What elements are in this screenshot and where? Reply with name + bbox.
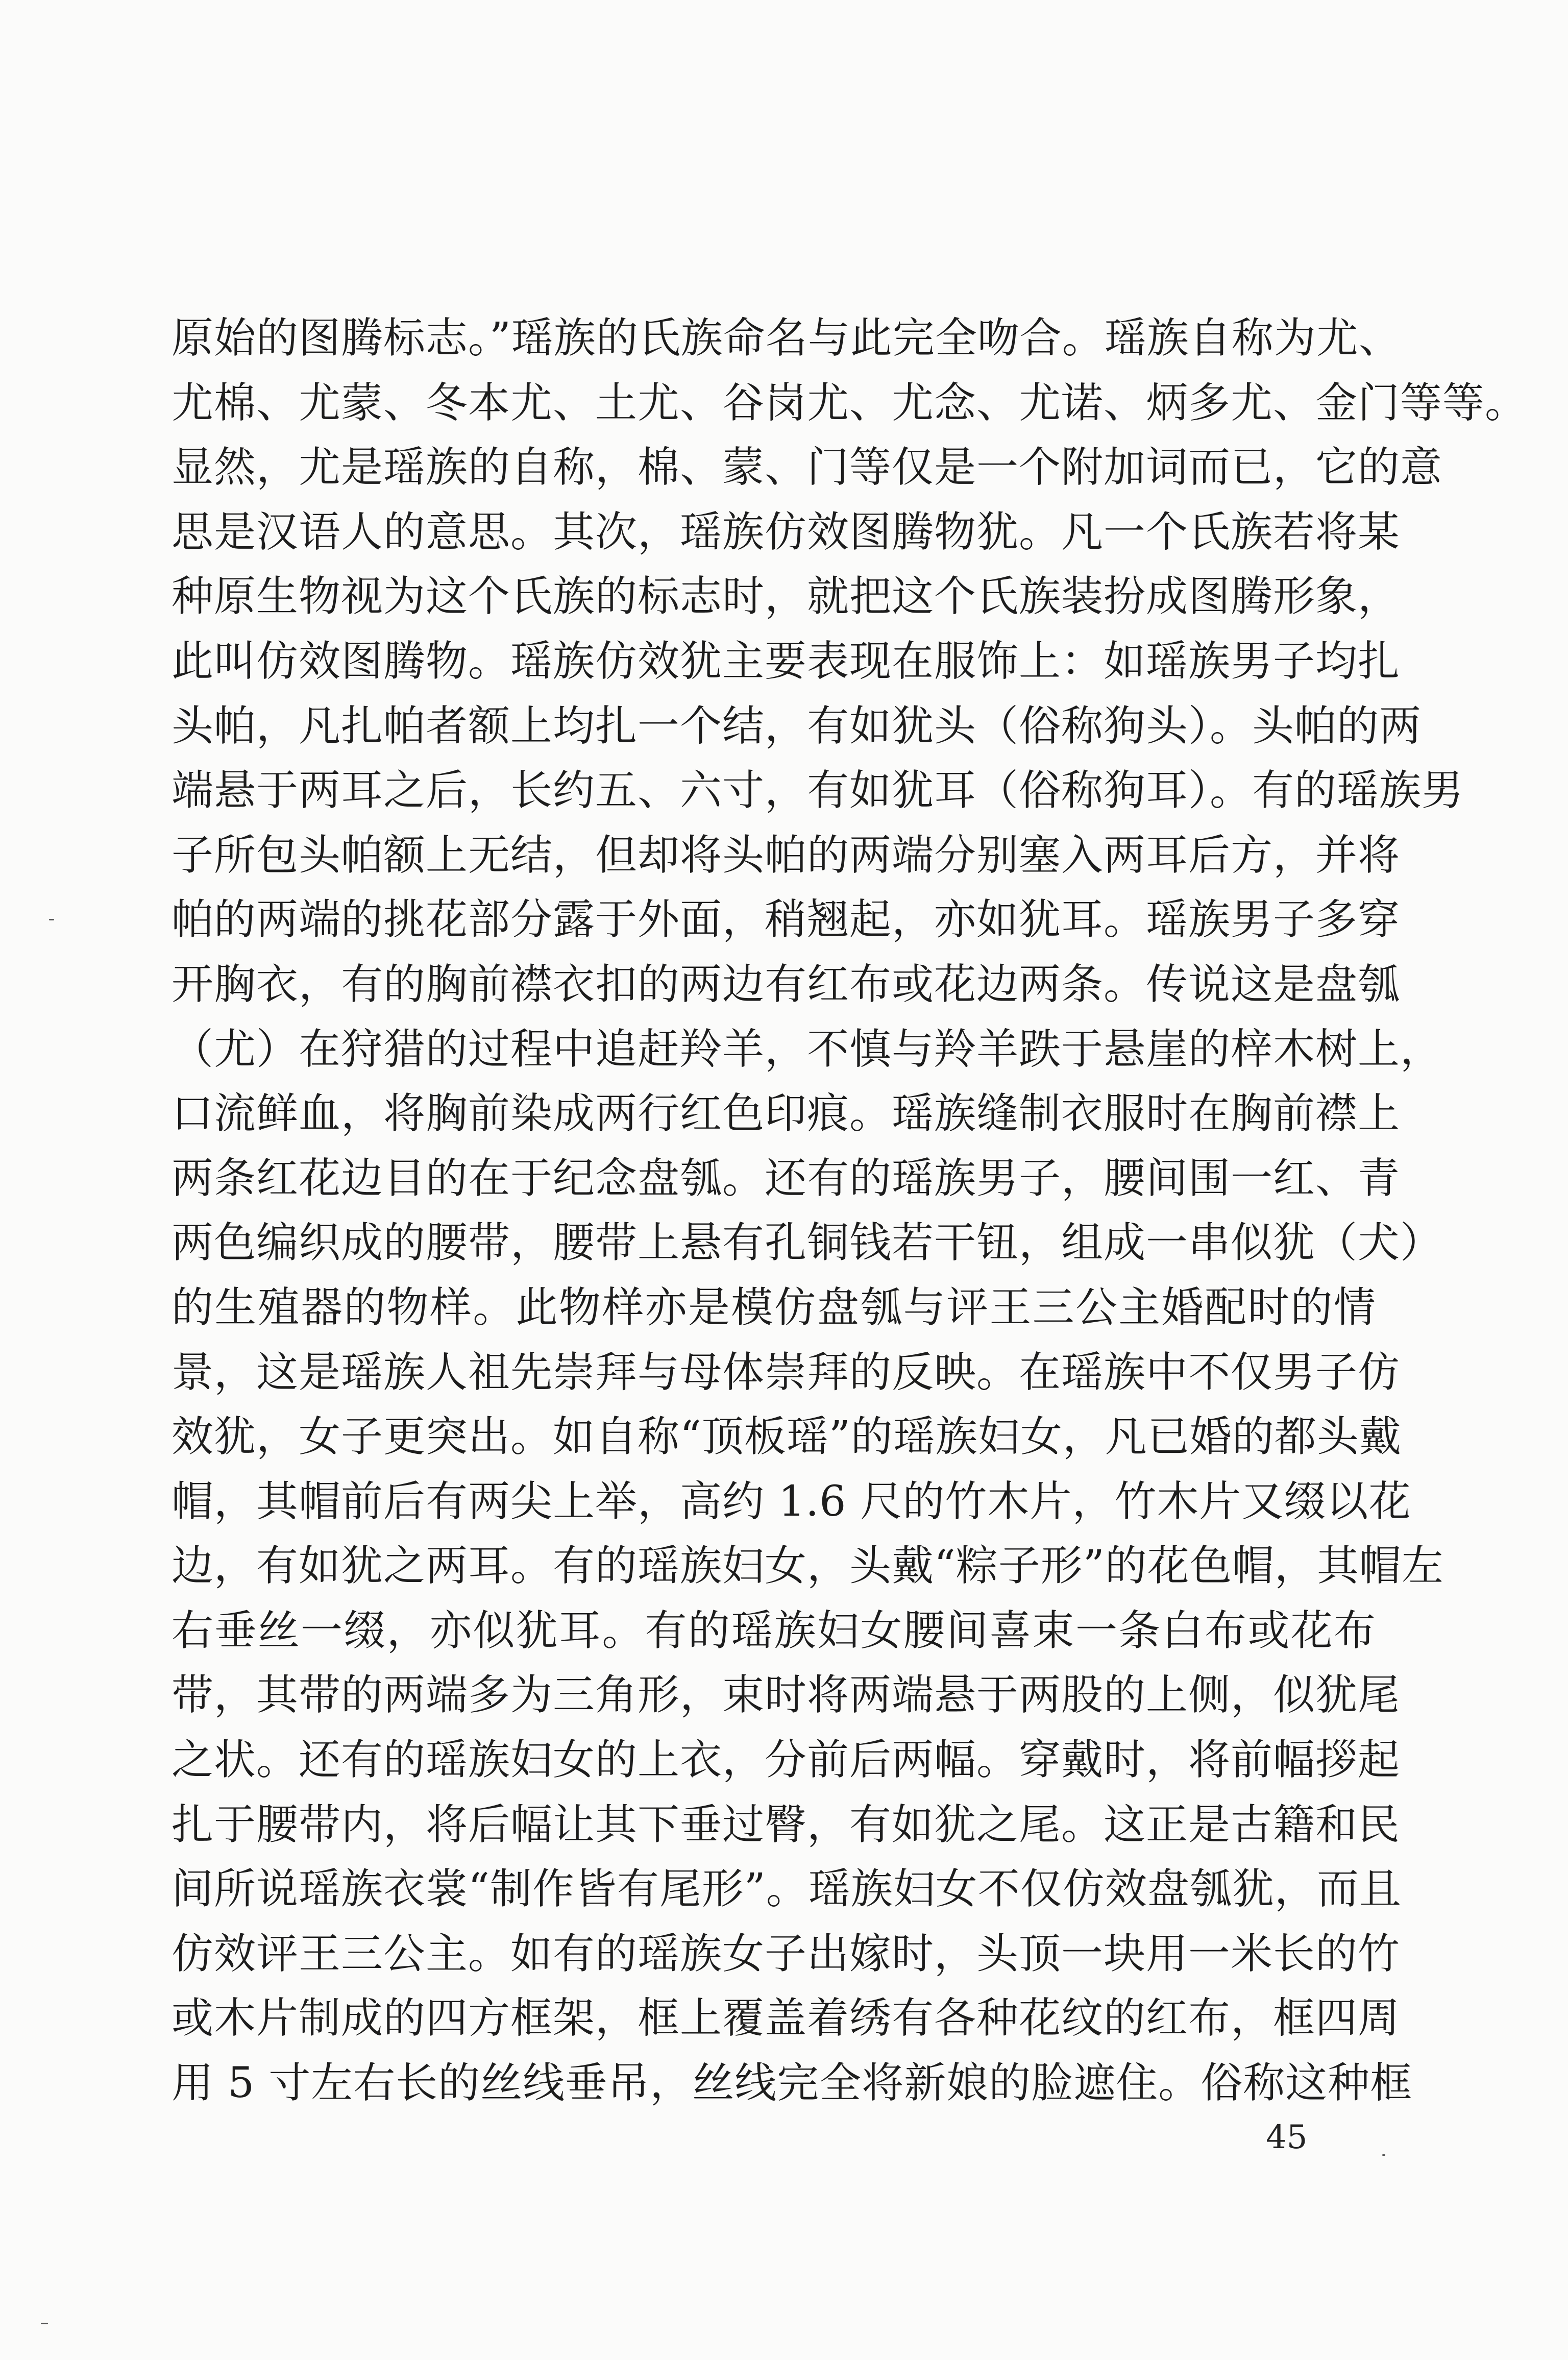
text-line: 端悬于两耳之后，长约五、六寸，有如犹耳（俗称狗耳）。有的瑶族男	[172, 766, 1464, 815]
text-line: 之状。还有的瑶族妇女的上衣，分前后两幅。穿戴时，将前幅拶起	[172, 1736, 1401, 1785]
text-line: 头帕，凡扎帕者额上均扎一个结，有如犹头（俗称狗头）。头帕的两	[172, 701, 1422, 750]
scan-speck	[1382, 2154, 1385, 2156]
text-line: 边，有如犹之两耳。有的瑶族妇女，头戴“粽子形”的花色帽，其帽左	[172, 1542, 1444, 1591]
scan-speck	[49, 919, 54, 920]
text-line: 带，其带的两端多为三角形，束时将两端悬于两股的上侧，似犹尾	[172, 1671, 1401, 1720]
text-line: 间所说瑶族衣裳“制作皆有尾形”。瑶族妇女不仅仿效盘瓠犹，而且	[172, 1865, 1402, 1914]
text-line: 右垂丝一缀，亦似犹耳。有的瑶族妇女腰间喜束一条白布或花布	[172, 1606, 1376, 1655]
text-line: 用 5 寸左右长的丝线垂吊，丝线完全将新娘的脸遮住。俗称这种框	[172, 2059, 1413, 2108]
text-line: 口流鲜血，将胸前染成两行红色印痕。瑶族缝制衣服时在胸前襟上	[172, 1089, 1401, 1138]
text-line: 帕的两端的挑花部分露于外面，稍翘起，亦如犹耳。瑶族男子多穿	[172, 895, 1401, 944]
text-line: 仿效评王三公主。如有的瑶族女子出嫁时，头顶一块用一米长的竹	[172, 1929, 1401, 1978]
scan-speck	[41, 2323, 48, 2324]
text-line: 或木片制成的四方框架，框上覆盖着绣有各种花纹的红布，框四周	[172, 1994, 1401, 2043]
text-line: 扎于腰带内，将后幅让其下垂过臀，有如犹之尾。这正是古籍和民	[172, 1800, 1401, 1849]
text-line: 两条红花边目的在于纪念盘瓠。还有的瑶族男子，腰间围一红、青	[172, 1154, 1401, 1203]
text-line: 帽，其帽前后有两尖上举，高约 1.6 尺的竹木片，竹木片又缀以花	[172, 1477, 1411, 1526]
text-line: 原始的图腾标志。”瑶族的氏族命名与此完全吻合。瑶族自称为尤、	[172, 314, 1401, 362]
text-line: 种原生物视为这个氏族的标志时，就把这个氏族装扮成图腾形象，	[172, 572, 1401, 621]
text-line: 显然，尤是瑶族的自称，棉、蒙、门等仅是一个附加词而已，它的意	[172, 443, 1443, 492]
text-line: 开胸衣，有的胸前襟衣扣的两边有红布或花边两条。传说这是盘瓠	[172, 960, 1401, 1009]
text-line: 此叫仿效图腾物。瑶族仿效犹主要表现在服饰上：如瑶族男子均扎	[172, 637, 1401, 686]
text-line: 思是汉语人的意思。其次，瑶族仿效图腾物犹。凡一个氏族若将某	[172, 507, 1401, 556]
text-line: （尤）在狩猎的过程中追赶羚羊，不慎与羚羊跌于悬崖的梓木树上，	[172, 1025, 1443, 1074]
text-line: 尤棉、尤蒙、冬本尤、土尤、谷岗尤、尤念、尤诺、炳多尤、金门等等。	[172, 378, 1528, 427]
text-line: 子所包头帕额上无结，但却将头帕的两端分别塞入两耳后方，并将	[172, 831, 1401, 880]
text-line: 效犹，女子更突出。如自称“顶板瑶”的瑶族妇女，凡已婚的都头戴	[172, 1413, 1402, 1462]
text-line: 景，这是瑶族人祖先崇拜与母体崇拜的反映。在瑶族中不仅男子仿	[172, 1348, 1401, 1397]
page-number: 45	[1266, 2119, 1308, 2156]
text-line: 两色编织成的腰带，腰带上悬有孔铜钱若干钮，组成一串似犹（犬）	[172, 1219, 1443, 1268]
text-line: 的生殖器的物样。此物样亦是模仿盘瓠与评王三公主婚配时的情	[172, 1283, 1376, 1332]
body-text	[172, 306, 1528, 2116]
